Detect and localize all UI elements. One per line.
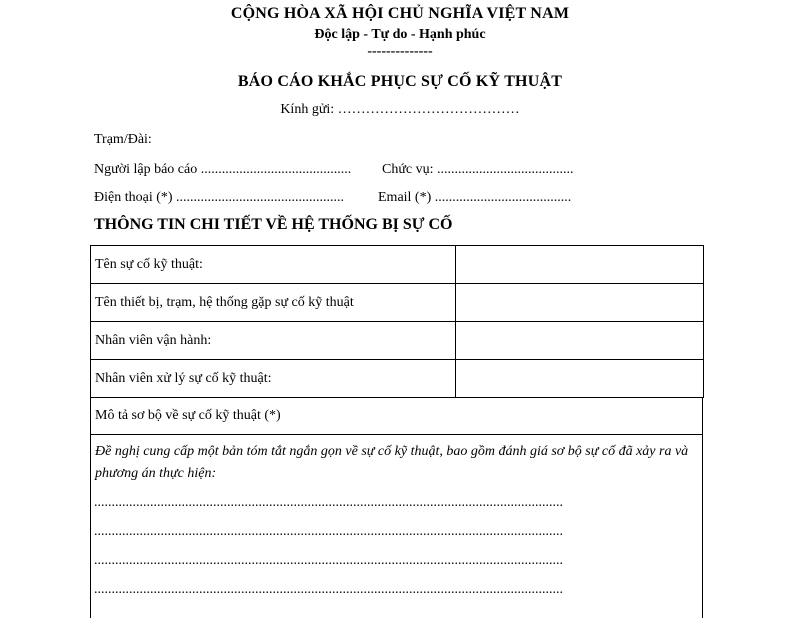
station-field: Trạm/Đài: — [94, 132, 152, 147]
row-value-cell — [456, 322, 704, 360]
description-header: Mô tả sơ bộ về sự cố kỹ thuật (*) — [91, 398, 702, 435]
dotted-answer-line: ...................................................................................................................................... — [94, 495, 563, 510]
phone-field: Điện thoại (*) ................................................ — [94, 190, 345, 205]
row-value-cell — [456, 360, 704, 398]
section-heading: THÔNG TIN CHI TIẾT VỀ HỆ THỐNG BỊ SỰ CỐ — [94, 216, 453, 233]
reporter-field: Người lập báo cáo ........................................... — [94, 162, 352, 177]
document-title: BÁO CÁO KHẮC PHỤC SỰ CỐ KỸ THUẬT — [237, 73, 563, 90]
row-value-cell — [456, 246, 704, 284]
incident-info-table — [90, 245, 704, 398]
table-row — [91, 246, 704, 284]
description-instructions: Đề nghị cung cấp một bản tóm tắt ngắn gọn về sự cố kỹ thuật, bao gồm đánh giá sơ bộ sự cố đã xảy ra và phương án thực hiện: — [95, 444, 689, 481]
dotted-answer-line: ...................................................................................................................................... — [94, 582, 563, 597]
row-value-cell — [456, 284, 704, 322]
table-row — [91, 322, 704, 360]
row-label: Tên sự cố kỹ thuật: — [91, 246, 456, 284]
email-field: Email (*) ....................................... — [378, 190, 572, 205]
row-label: Tên thiết bị, trạm, hệ thống gặp sự cố kỹ thuật — [91, 284, 456, 322]
table-row — [91, 284, 704, 322]
country-name: CỘNG HÒA XÃ HỘI CHỦ NGHĨA VIỆT NAM — [230, 5, 570, 22]
recipient-line: Kính gửi: ………………………………… — [280, 102, 520, 117]
national-motto: Độc lập - Tự do - Hạnh phúc — [314, 27, 486, 42]
table-row — [91, 360, 704, 398]
dotted-answer-line: ...................................................................................................................................... — [94, 553, 563, 568]
header-separator: -------------- — [367, 44, 433, 59]
dotted-answer-line: ...................................................................................................................................... — [94, 524, 563, 539]
row-label: Nhân viên vận hành: — [91, 322, 456, 360]
row-label: Nhân viên xử lý sự cố kỹ thuật: — [91, 360, 456, 398]
position-field: Chức vụ: ....................................... — [382, 162, 574, 177]
